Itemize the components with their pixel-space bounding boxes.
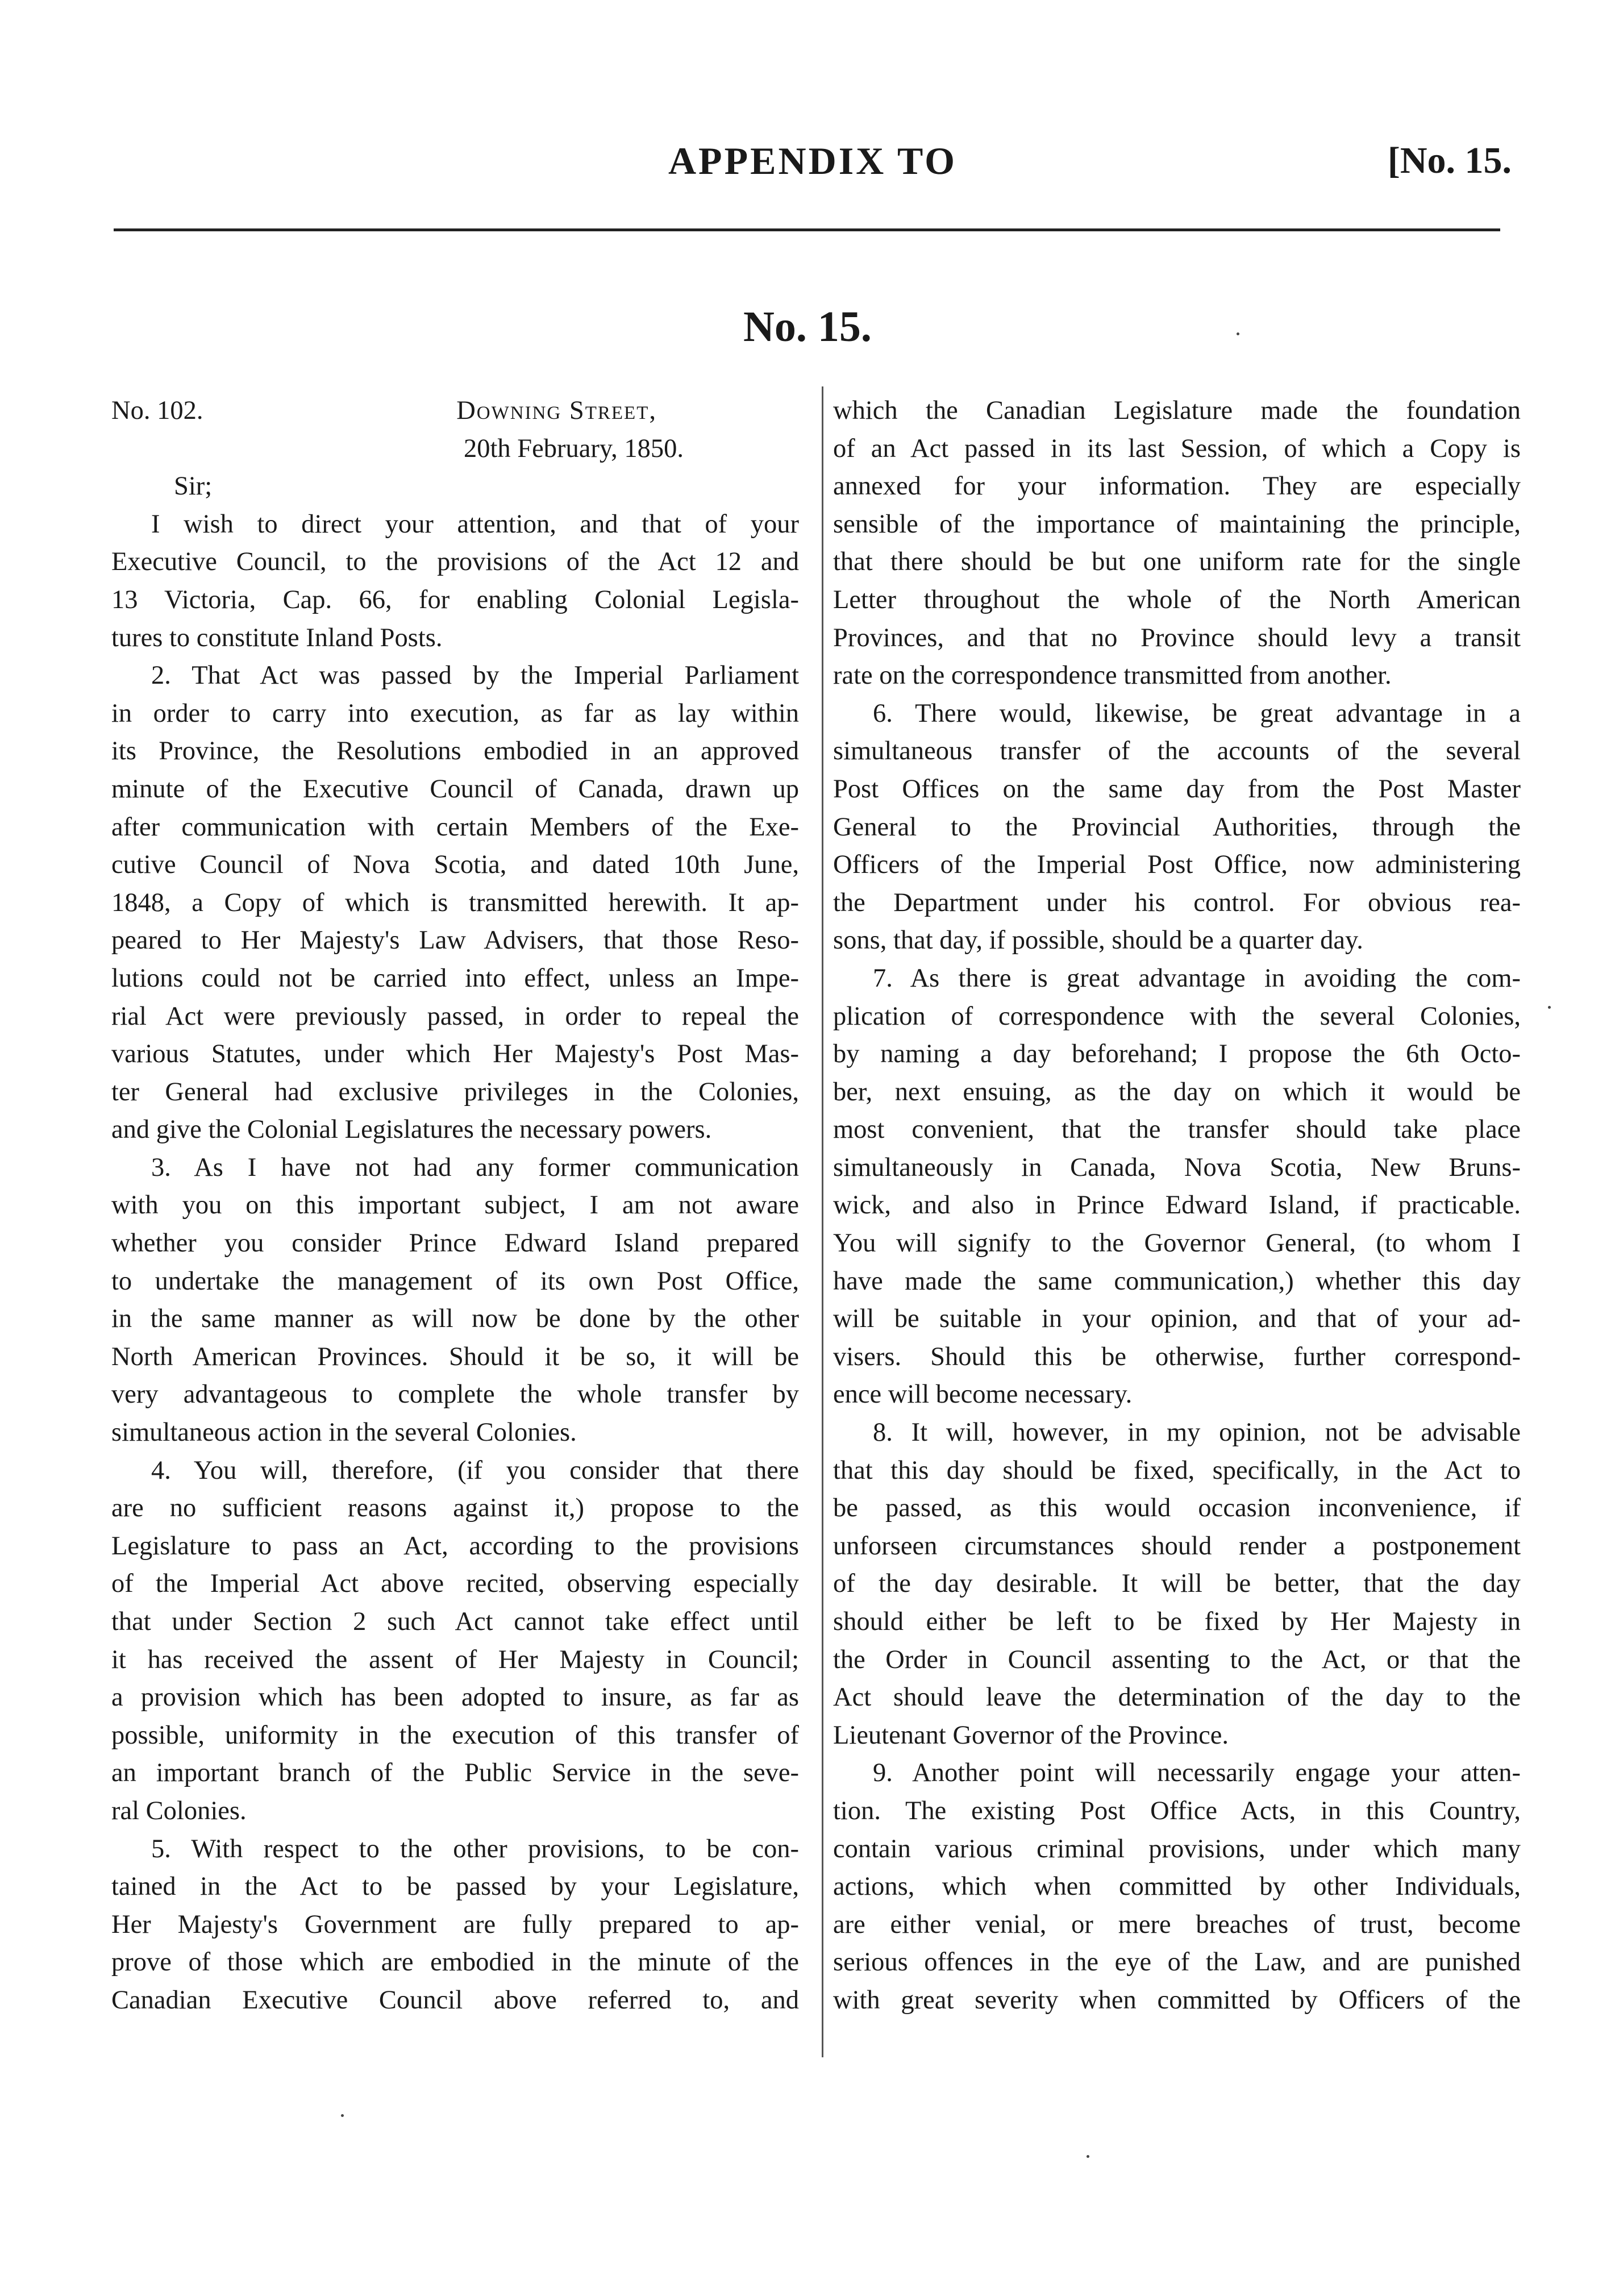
print-speck	[1548, 1006, 1551, 1009]
text-line: actions, which when committed by other Individuals,	[833, 1872, 1521, 1902]
letter-place: Downing Street,	[456, 396, 657, 425]
text-line: in the same manner as will now be done by the other	[111, 1304, 799, 1334]
text-line: ence will become necessary.	[833, 1380, 1133, 1409]
header-rule	[114, 228, 1500, 231]
text-line: Her Majesty's Government are fully prepared to ap-	[111, 1910, 799, 1939]
text-line: after communication with certain Members of the Exe-	[111, 812, 799, 842]
text-line: should either be left to be fixed by Her Majesty in	[833, 1607, 1521, 1636]
text-line: minute of the Executive Council of Canada, drawn up	[111, 774, 799, 804]
text-line: 1848, a Copy of which is transmitted herewith. It ap-	[111, 888, 799, 917]
document-number: No. 15.	[743, 303, 872, 351]
text-line: Provinces, and that no Province should levy a transit	[833, 623, 1521, 652]
text-line: sons, that day, if possible, should be a quarter day.	[833, 926, 1363, 955]
text-line: in order to carry into execution, as far as lay within	[111, 698, 799, 728]
letter-reference: No. 102.	[111, 396, 203, 425]
text-line: ber, next ensuing, as the day on which it would be	[833, 1077, 1521, 1107]
text-line: serious offences in the eye of the Law, and are punished	[833, 1948, 1521, 1977]
text-line: Letter throughout the whole of the North American	[833, 585, 1521, 614]
text-line: rial Act were previously passed, in order to repeal the	[111, 1001, 799, 1031]
letter-date: 20th February, 1850.	[464, 434, 684, 463]
text-line: rate on the correspondence transmitted from another.	[833, 661, 1392, 691]
text-line: ral Colonies.	[111, 1796, 247, 1825]
running-head	[114, 135, 1512, 186]
letter-heading	[111, 392, 799, 430]
text-line: will be suitable in your opinion, and that of your ad-	[833, 1304, 1521, 1334]
running-page-number: [No. 15.	[1387, 140, 1512, 181]
text-line: its Province, the Resolutions embodied in an approved	[111, 737, 799, 766]
text-line: tures to constitute Inland Posts.	[111, 623, 443, 652]
text-line: very advantageous to complete the whole transfer by	[111, 1380, 799, 1409]
text-line: it has received the assent of Her Majesty in Council;	[111, 1645, 799, 1674]
column-divider	[822, 386, 823, 2057]
text-line: wick, and also in Prince Edward Island, if practicable.	[833, 1191, 1521, 1220]
text-line: unforseen circumstances should render a postponement	[833, 1531, 1521, 1561]
text-line: most convenient, that the transfer should take place	[833, 1115, 1521, 1145]
text-line: have made the same communication,) whether this day	[833, 1266, 1521, 1296]
text-line: peared to Her Majesty's Law Advisers, that those Reso-	[111, 926, 799, 955]
text-line: 6. There would, likewise, be great advantage in a	[873, 698, 1521, 728]
text-line: a provision which has been adopted to insure, as far as	[111, 1683, 799, 1712]
text-line: various Statutes, under which Her Majesty's Post Mas-	[111, 1039, 799, 1069]
text-line: simultaneous transfer of the accounts of the several	[833, 737, 1521, 766]
text-line: simultaneously in Canada, Nova Scotia, New Bruns-	[833, 1153, 1521, 1182]
text-line: that under Section 2 such Act cannot take effect until	[111, 1607, 799, 1636]
text-line: tained in the Act to be passed by your Legislature,	[111, 1872, 799, 1902]
print-speck	[1087, 2155, 1089, 2158]
text-line: Executive Council, to the provisions of the Act 12 and	[111, 547, 799, 577]
print-speck	[341, 2114, 344, 2117]
text-line: the Department under his control. For obvious rea-	[833, 888, 1521, 917]
text-line: 4. You will, therefore, (if you consider that there	[151, 1455, 799, 1485]
print-speck	[1237, 332, 1239, 335]
text-line: whether you consider Prince Edward Island prepared	[111, 1229, 799, 1258]
text-line: plication of correspondence with the several Colonies,	[833, 1001, 1521, 1031]
text-line: tion. The existing Post Office Acts, in this Country,	[833, 1796, 1521, 1825]
text-line: 7. As there is great advantage in avoiding the com-	[873, 963, 1521, 993]
text-line: 13 Victoria, Cap. 66, for enabling Colonial Legisla-	[111, 585, 799, 614]
text-line: the Order in Council assenting to the Act, or that the	[833, 1645, 1521, 1674]
text-line: Canadian Executive Council above referred to, and	[111, 1985, 799, 2015]
text-line: Post Offices on the same day from the Post Master	[833, 774, 1521, 804]
text-line: North American Provinces. Should it be so, it will be	[111, 1342, 799, 1371]
text-line: are either venial, or mere breaches of trust, become	[833, 1910, 1521, 1939]
text-line: simultaneous action in the several Colonies.	[111, 1418, 577, 1448]
text-line: 5. With respect to the other provisions, to be con-	[151, 1834, 799, 1864]
text-line: contain various criminal provisions, under which many	[833, 1834, 1521, 1864]
text-line: I wish to direct your attention, and that of your	[151, 509, 799, 539]
text-line: and give the Colonial Legislatures the necessary powers.	[111, 1115, 712, 1145]
text-line: You will signify to the Governor General, (to whom I	[833, 1229, 1521, 1258]
text-line: Lieutenant Governor of the Province.	[833, 1720, 1229, 1750]
text-line: 3. As I have not had any former communication	[151, 1153, 799, 1182]
text-line: sensible of the importance of maintaining the principle,	[833, 509, 1521, 539]
letter-salutation: Sir;	[174, 472, 213, 501]
text-line: possible, uniformity in the execution of this transfer of	[111, 1720, 799, 1750]
text-line: of the day desirable. It will be better, that the day	[833, 1569, 1521, 1599]
left-column	[111, 392, 799, 2020]
text-line: visers. Should this be otherwise, further correspond-	[833, 1342, 1521, 1371]
text-line: 9. Another point will necessarily engage your atten-	[873, 1758, 1521, 1788]
text-line: which the Canadian Legislature made the foundation	[833, 396, 1521, 425]
text-line: are no sufficient reasons against it,) propose to the	[111, 1494, 799, 1523]
text-line: of an Act passed in its last Session, of which a Copy is	[833, 434, 1521, 463]
text-line: that there should be but one uniform rate for the single	[833, 547, 1521, 577]
text-line: ter General had exclusive privileges in the Colonies,	[111, 1077, 799, 1107]
text-line: annexed for your information. They are especially	[833, 472, 1521, 501]
text-line: General to the Provincial Authorities, through the	[833, 812, 1521, 842]
text-line: 2. That Act was passed by the Imperial Parliament	[151, 661, 799, 691]
text-line: prove of those which are embodied in the minute of the	[111, 1948, 799, 1977]
text-line: by naming a day beforehand; I propose the 6th Octo-	[833, 1039, 1521, 1069]
text-line: Act should leave the determination of the day to the	[833, 1683, 1521, 1712]
running-title: APPENDIX TO	[668, 139, 958, 182]
text-line: be passed, as this would occasion inconvenience, if	[833, 1494, 1521, 1523]
text-line: with great severity when committed by Officers of the	[833, 1985, 1521, 2015]
text-line: that this day should be fixed, specifically, in the Act to	[833, 1455, 1521, 1485]
text-line: Legislature to pass an Act, according to the provisions	[111, 1531, 799, 1561]
text-line: an important branch of the Public Service in the seve-	[111, 1758, 799, 1788]
text-line: 8. It will, however, in my opinion, not be advisable	[873, 1418, 1521, 1448]
text-line: of the Imperial Act above recited, observing especially	[111, 1569, 799, 1599]
text-line: Officers of the Imperial Post Office, now administering	[833, 850, 1521, 880]
text-line: to undertake the management of its own Post Office,	[111, 1266, 799, 1296]
right-column	[833, 392, 1521, 2020]
text-line: cutive Council of Nova Scotia, and dated 10th June,	[111, 850, 799, 880]
text-line: lutions could not be carried into effect, unless an Impe-	[111, 963, 799, 993]
text-line: with you on this important subject, I am not aware	[111, 1191, 799, 1220]
